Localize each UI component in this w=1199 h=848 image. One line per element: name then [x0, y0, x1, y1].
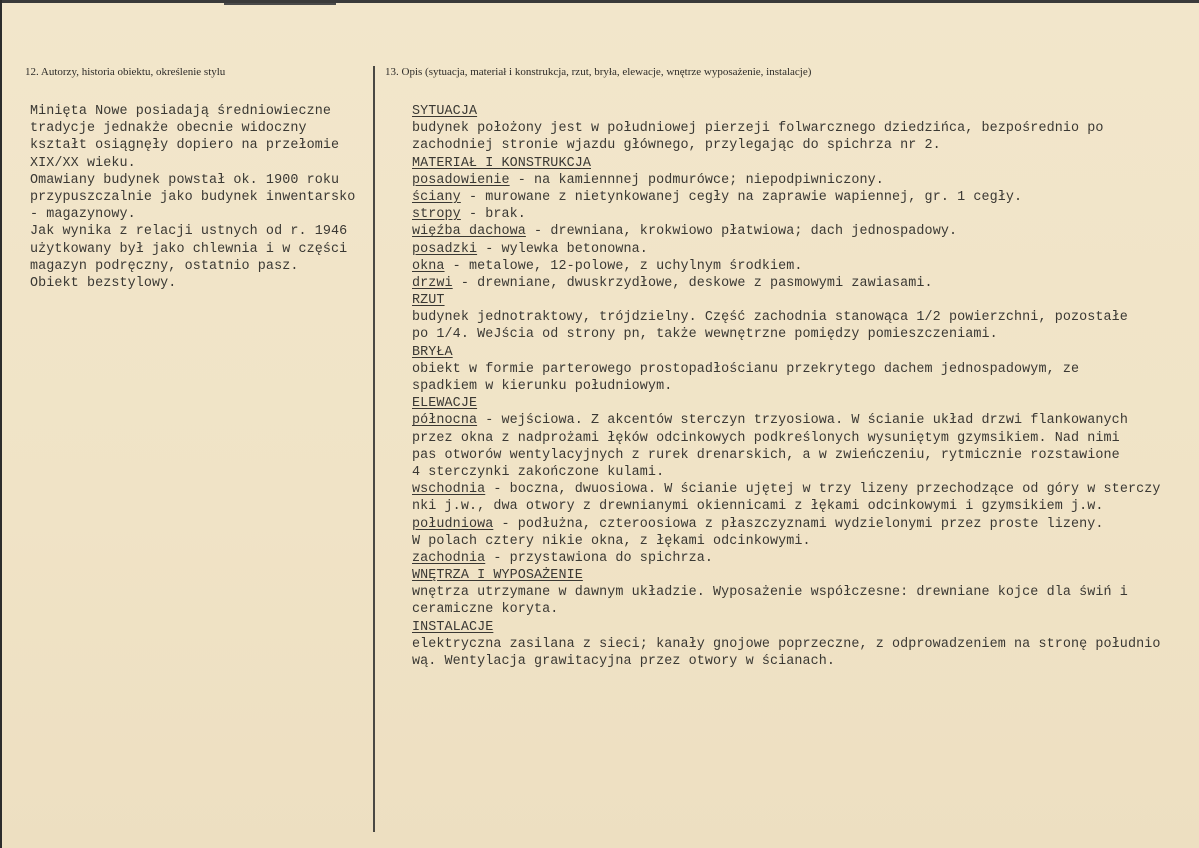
field-text: przez okna z nadprożami łęków odcinkowych podkreślonych wysuniętym gzymsikiem. Nad nimi	[412, 430, 1120, 446]
field-label: stropy	[412, 207, 461, 223]
field-label: południowa	[412, 516, 494, 532]
field-text: pas otworów wentylacyjnych z rurek drenarskich, a w zwieńczeniu, rytmicznie rozstawione	[412, 447, 1120, 463]
section-heading: MATERIAŁ I KONSTRUKCJA	[412, 155, 591, 171]
history-line: magazyn podręczny, ostatnio pasz.	[30, 258, 299, 274]
description-line	[412, 155, 1199, 172]
section-heading: SYTUACJA	[412, 104, 478, 119]
history-line: - magazynowy.	[30, 207, 136, 223]
section-13-header: 13. Opis (sytuacja, materiał i konstrukcja, rzut, bryła, elewacje, wnętrze wyposażenie, instalacje)	[385, 66, 812, 78]
description-line	[412, 567, 1199, 584]
field-text: wą. Wentylacja grawitacyjna przez otwory w ścianach.	[412, 654, 836, 669]
field-text: - wejściowa. Z akcentów sterczyn trzyosiowa. W ścianie układ drzwi flankowanych	[477, 413, 1128, 429]
description-line	[412, 584, 1199, 601]
field-label: zachodnia	[412, 550, 486, 566]
top-border	[2, 0, 1199, 3]
history-line: kształt osiągnęły dopiero na przełomie	[30, 138, 340, 154]
description-line	[412, 430, 1199, 447]
description-line	[412, 344, 1199, 361]
description-line	[412, 412, 1199, 429]
field-text: - murowane z nietynkowanej cegły na zaprawie wapiennej, gr. 1 cegły.	[460, 189, 1023, 205]
description-line	[412, 498, 1199, 515]
field-text: - metalowe, 12-polowe, z uchylnym środkiem.	[444, 258, 803, 274]
description-line	[412, 533, 1199, 550]
field-text: - przystawiona do spichrza.	[485, 550, 714, 566]
field-text: - boczna, dwuosiowa. W ścianie ujętej w trzy lizeny przechodzące od góry w sterczy	[485, 482, 1161, 498]
description-line	[412, 258, 1199, 275]
section-heading: ELEWACJE	[412, 396, 478, 412]
description-line	[412, 241, 1199, 258]
field-text: obiekt w formie parterowego prostopadłościanu przekrytego dachem jednospadowym, ze	[412, 361, 1080, 377]
field-text: budynek położony jest w południowej pierzeji folwarcznego dziedzińca, bezpośrednio po	[412, 121, 1104, 137]
field-text: - drewniana, krokwiowo płatwiowa; dach jednospadowy.	[525, 224, 958, 240]
history-line: Omawiany budynek powstał ok. 1900 roku	[30, 172, 340, 188]
field-text: wnętrza utrzymane w dawnym układzie. Wyposażenie współczesne: drewniane kojce dla świń i	[412, 585, 1128, 601]
top-mark	[224, 3, 336, 5]
field-text: budynek jednotraktowy, trójdzielny. Część zachodnia stanowąca 1/2 powierzchni, pozostałe	[412, 310, 1128, 326]
description-line	[412, 292, 1199, 309]
field-text: spadkiem w kierunku południowym.	[412, 379, 673, 394]
field-text: zachodniej stronie wjazdu głównego, przylegając do spichrza nr 2.	[412, 138, 941, 154]
description-line	[412, 223, 1199, 240]
history-text-block	[30, 103, 370, 292]
section-heading: RZUT	[412, 293, 445, 309]
history-line: Jak wynika z relacji ustnych od r. 1946	[30, 224, 348, 240]
section-heading: WNĘTRZA I WYPOSAŻENIE	[412, 568, 583, 584]
field-text: ceramiczne koryta.	[412, 602, 559, 618]
description-line	[412, 653, 1199, 670]
history-line: Minięta Nowe posiadają średniowieczne	[30, 104, 332, 119]
description-line	[412, 361, 1199, 378]
description-line	[412, 326, 1199, 343]
description-line	[412, 378, 1199, 395]
column-divider	[373, 66, 375, 832]
section-heading: BRYŁA	[412, 344, 453, 360]
field-label: posadowienie	[412, 172, 510, 188]
description-line	[412, 516, 1199, 533]
description-line	[412, 550, 1199, 567]
description-line	[412, 206, 1199, 223]
history-line: XIX/XX wieku.	[30, 155, 136, 171]
field-text: 4 sterczynki zakończone kulami.	[412, 464, 665, 480]
description-line	[412, 447, 1199, 464]
field-text: W polach cztery nikie okna, z łękami odcinkowymi.	[412, 533, 811, 549]
field-text: po 1/4. WeJścia od strony pn, także wewnętrzne pomiędzy pomieszczeniami.	[412, 327, 998, 343]
description-line	[412, 464, 1199, 481]
field-text: elektryczna zasilana z sieci; kanały gnojowe poprzeczne, z odprowadzeniem na stronę południo	[412, 636, 1161, 652]
history-line: Obiekt bezstylowy.	[30, 275, 177, 291]
field-label: ściany	[412, 189, 461, 205]
description-line	[412, 137, 1199, 154]
field-label: wschodnia	[412, 482, 486, 498]
description-text-block	[412, 103, 1199, 670]
description-line	[412, 189, 1199, 206]
description-line	[412, 309, 1199, 326]
field-text: nki j.w., dwa otwory z drewnianymi okiennicami z łękami odcinkowymi i gzymsikiem j.w.	[412, 499, 1104, 515]
description-line	[412, 481, 1199, 498]
field-label: więźba dachowa	[412, 224, 526, 240]
history-line: przypuszczalnie jako budynek inwentarsko	[30, 189, 356, 205]
description-line	[412, 103, 1199, 120]
description-line	[412, 636, 1199, 653]
field-text: - drewniane, dwuskrzydłowe, deskowe z pasmowymi zawiasami.	[452, 275, 933, 291]
description-line	[412, 120, 1199, 137]
field-label: północna	[412, 413, 478, 429]
section-12-header: 12. Autorzy, historia obiektu, określenie stylu	[25, 66, 226, 78]
history-line: tradycje jednakże obecnie widoczny	[30, 121, 307, 137]
field-label: drzwi	[412, 275, 453, 291]
field-label: okna	[412, 258, 445, 274]
section-heading: INSTALACJE	[412, 619, 494, 635]
field-text: - podłużna, czteroosiowa z płaszczyznami wydzielonymi przez proste lizeny.	[493, 516, 1104, 532]
field-text: - brak.	[460, 207, 526, 223]
description-line	[412, 275, 1199, 292]
description-line	[412, 619, 1199, 636]
history-line: użytkowany był jako chlewnia i w części	[30, 241, 348, 257]
description-line	[412, 395, 1199, 412]
field-text: - na kamiennnej podmurówce; niepodpiwniczony.	[509, 172, 884, 188]
description-line	[412, 172, 1199, 189]
description-line	[412, 601, 1199, 618]
field-text: - wylewka betonowna.	[477, 241, 648, 257]
field-label: posadzki	[412, 241, 478, 257]
